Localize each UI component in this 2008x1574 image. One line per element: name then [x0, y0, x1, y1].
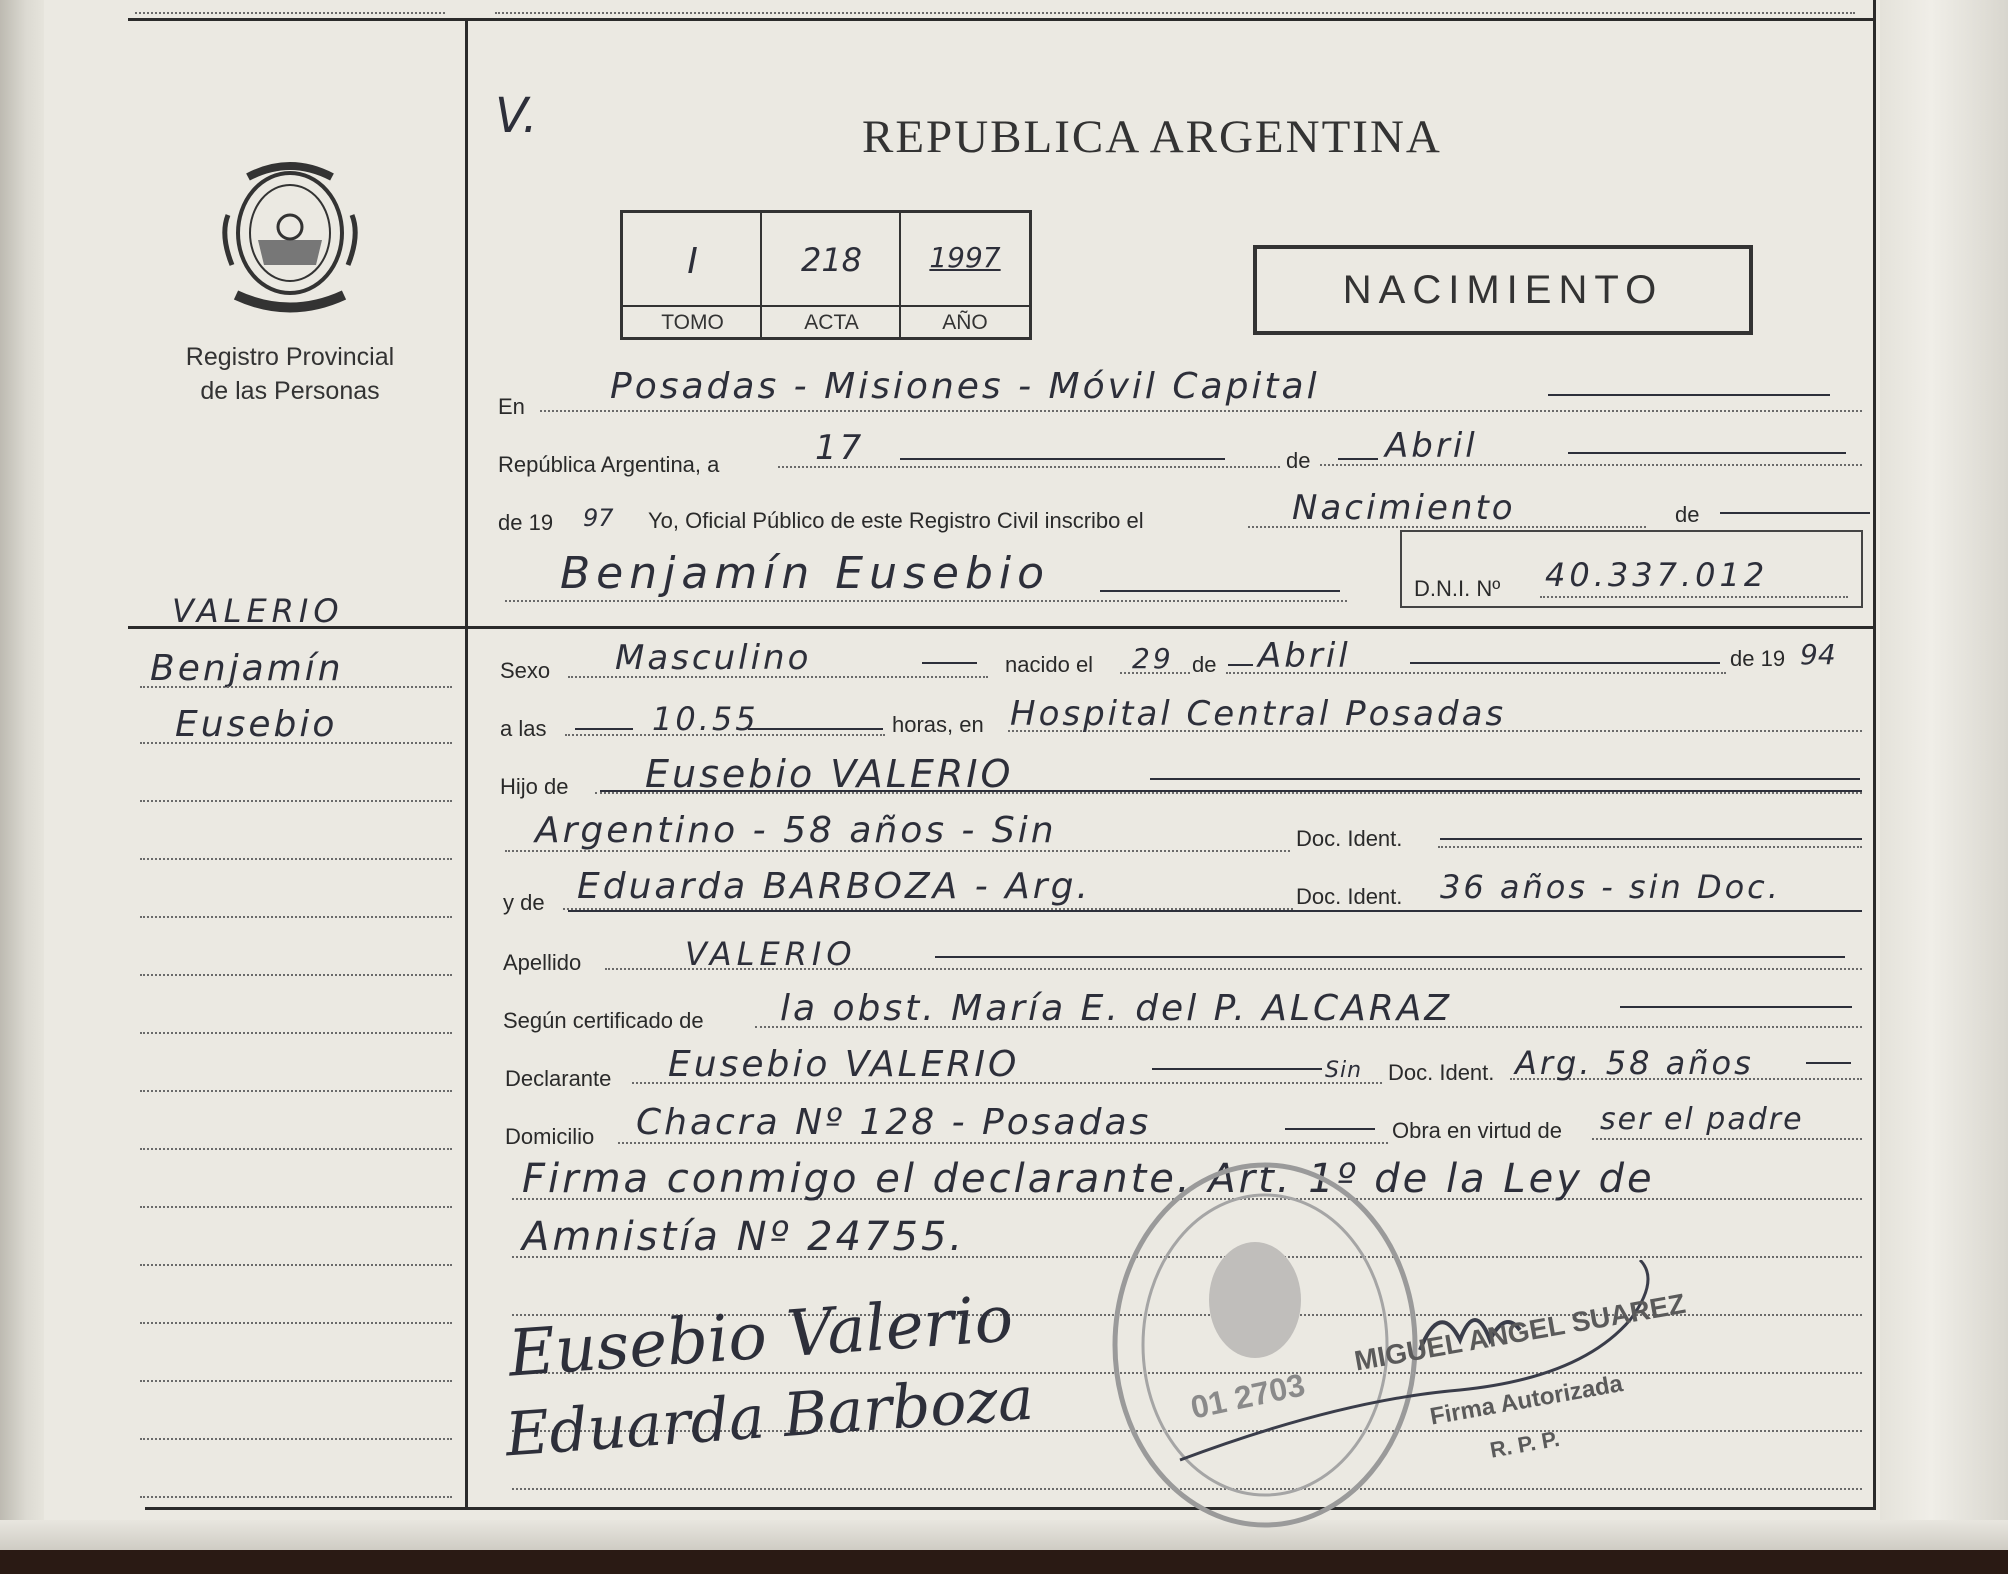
yde-label: y de [503, 890, 545, 915]
margin-line [140, 686, 452, 688]
declarante-value: Eusebio VALERIO [668, 1044, 1020, 1085]
father-details: Argentino - 58 años - Sin [535, 810, 1057, 851]
margin-line [140, 1438, 452, 1440]
top-dots-left [135, 12, 445, 14]
de-label-3: de [1192, 652, 1217, 677]
right-border [1873, 0, 1876, 1510]
declarante-doc-value: Arg. 58 años [1515, 1044, 1754, 1082]
margin-line [140, 1380, 452, 1382]
dni-value: 40.337.012 [1545, 556, 1769, 594]
month-value: Abril [1385, 426, 1478, 466]
name-line [505, 600, 1347, 602]
declarante-doc-label: Doc. Ident. [1388, 1060, 1495, 1085]
domicilio-value: Chacra Nº 128 - Posadas [636, 1102, 1152, 1143]
registro-caption [160, 340, 420, 408]
dash [900, 458, 1225, 460]
dash [1568, 452, 1846, 454]
anio-label: AÑO [942, 311, 988, 334]
de19-label: de 19 [1730, 646, 1786, 671]
dash [568, 910, 1862, 912]
en-value: Posadas - Misiones - Móvil Capital [610, 366, 1320, 407]
margin-line [140, 1322, 452, 1324]
official-stamp-role: Firma Autorizada [1428, 1370, 1625, 1431]
registrar-mark: V. [495, 88, 538, 144]
en-line [540, 410, 1862, 412]
margin-line [140, 974, 452, 976]
mother-doc-value: 36 años - sin Doc. [1440, 868, 1781, 906]
obra-label: Obra en virtud de [1392, 1118, 1562, 1143]
anio-value: 1997 [929, 241, 1001, 274]
mother-value: Eduarda BARBOZA - Arg. [577, 866, 1091, 907]
dash [575, 728, 633, 730]
country-title: REPUBLICA ARGENTINA [862, 111, 1442, 163]
dash [1806, 1062, 1851, 1064]
official-signature-icon [1160, 1260, 1680, 1480]
dash [1620, 1006, 1852, 1008]
page-edge [1880, 0, 2008, 1550]
margin-divider [465, 18, 468, 1508]
dash [748, 728, 883, 730]
registro-line1: Registro Provincial [185, 343, 395, 371]
mother-doc-ident-label: Doc. Ident. [1296, 884, 1403, 909]
horas-label: horas, en [892, 712, 984, 737]
acta-label: ACTA [804, 311, 859, 334]
dash [1152, 1068, 1322, 1070]
dash [935, 956, 1845, 958]
year-prefix: de 19 [498, 510, 554, 535]
margin-line [140, 1496, 452, 1498]
page-bottom-edge [0, 1520, 2008, 1550]
doc-ident-label: Doc. Ident. [1296, 826, 1403, 851]
margin-line [140, 742, 452, 744]
birth-year: 94 [1800, 638, 1836, 671]
margin-line [140, 800, 452, 802]
obra-line [1592, 1138, 1862, 1140]
dash [1548, 394, 1830, 396]
nacido-label: nacido el [1005, 652, 1094, 677]
father-value: Eusebio VALERIO [645, 752, 1014, 796]
registro-line2: de las Personas [200, 377, 380, 405]
notes-line2: Amnistía Nº 24755. [522, 1214, 966, 1260]
dni-line [1540, 596, 1848, 598]
birth-month: Abril [1258, 636, 1351, 676]
dash [922, 662, 977, 664]
dash [1100, 590, 1340, 592]
top-dots-right [495, 12, 1855, 14]
record-table [620, 210, 1032, 340]
page-binding [0, 0, 44, 1550]
signature-mother: Eduarda Barboza [503, 1363, 1036, 1471]
official-stamp-org: R. P. P. [1488, 1425, 1562, 1463]
margin-line [140, 1032, 452, 1034]
obra-value: ser el padre [1600, 1102, 1804, 1137]
republica-label: República Argentina, a [498, 452, 720, 477]
declarante-sin: Sin [1325, 1058, 1363, 1083]
record-table-header-rule [623, 305, 1029, 307]
bottom-rule [145, 1507, 1873, 1510]
margin-line [140, 1206, 452, 1208]
margin-line [140, 1090, 452, 1092]
segun-label: Según certificado de [503, 1008, 704, 1033]
apellido-value: VALERIO [685, 935, 857, 973]
dash [1410, 662, 1720, 664]
day-value: 17 [815, 428, 865, 468]
official-stamp-name: MIGUEL ANGEL SUAREZ [1352, 1287, 1688, 1377]
declarante-label: Declarante [505, 1066, 612, 1091]
margin-line [140, 1264, 452, 1266]
dash [1285, 1128, 1375, 1130]
margin-line [140, 858, 452, 860]
dash [1720, 512, 1870, 514]
alas-label: a las [500, 716, 547, 741]
en-label: En [498, 394, 525, 419]
sexo-value: Masculino [615, 638, 812, 678]
hijo-label: Hijo de [500, 774, 569, 799]
name-value: Benjamín Eusebio [560, 548, 1051, 599]
tomo-value: I [687, 241, 698, 282]
acta-value: 218 [800, 241, 863, 279]
dash [1150, 778, 1860, 780]
dash [1228, 664, 1253, 666]
middle-rule [128, 626, 1873, 629]
hour-value: 10.55 [652, 700, 759, 738]
birth-day: 29 [1132, 642, 1174, 675]
round-stamp-number: 01 2703 [1187, 1366, 1309, 1426]
document-type-box: NACIMIENTO [1253, 245, 1753, 335]
misiones-seal-icon [218, 155, 362, 313]
segun-value: la obst. María E. del P. ALCARAZ [780, 988, 1453, 1029]
margin-given1: Benjamín [150, 648, 344, 689]
sexo-label: Sexo [500, 658, 551, 683]
signature-declarante: Eusebio Valerio [506, 1282, 1016, 1392]
apellido-label: Apellido [503, 950, 582, 975]
place-value: Hospital Central Posadas [1010, 694, 1507, 734]
tomo-label: TOMO [661, 311, 724, 334]
margin-given2: Eusebio [175, 704, 338, 745]
notes-line1: Firma conmigo el declarante. Art. 1º de la Ley de [522, 1156, 1655, 1202]
top-rule [128, 18, 1873, 21]
yo-text: Yo, Oficial Público de este Registro Civil inscribo el [648, 508, 1144, 533]
dni-label: D.N.I. Nº [1414, 576, 1501, 601]
de-label-2: de [1675, 502, 1700, 527]
margin-surname: VALERIO [172, 592, 344, 630]
de-label: de [1286, 448, 1311, 473]
margin-line [140, 916, 452, 918]
dash [1338, 458, 1378, 460]
father-doc-line [1438, 846, 1862, 848]
dash [600, 790, 1862, 792]
year-value: 97 [583, 504, 614, 532]
domicilio-label: Domicilio [505, 1124, 595, 1149]
inscribo-value: Nacimiento [1292, 488, 1516, 528]
dash [1440, 838, 1862, 840]
margin-line [140, 1148, 452, 1150]
